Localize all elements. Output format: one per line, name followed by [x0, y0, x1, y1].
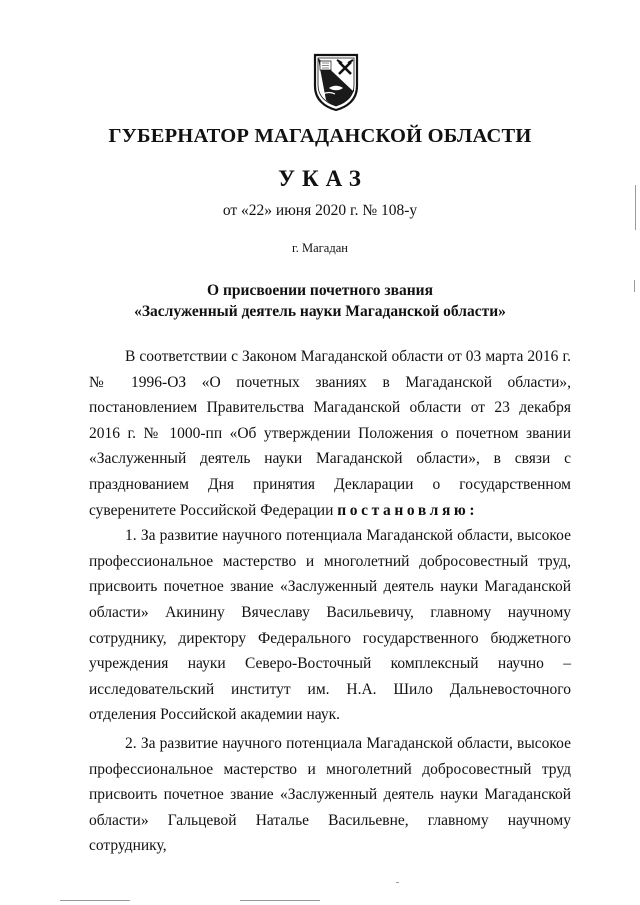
item-paragraph-1: 1. За развитие научного потенциала Магаданской области, высокое профессиональное мастерство и многолетний добросовестный труд, присвоить почетное звание «Заслуженный деятель науки Магаданской области» Акинину Вячеславу Васильевичу, главному научному сотруднику, директору Федерального государственного бюджетного учреждения науки Северо-Восточный комплексный научно – исследовательский институт им. Н.А. Шило Дальневосточного отделения Российской академии наук.: [89, 527, 571, 724]
coat-of-arms-icon: [311, 52, 361, 112]
scan-margin-mark: [634, 280, 635, 292]
place-of-issue: г. Магадан: [292, 241, 348, 255]
scan-dot-mark: [396, 882, 399, 883]
subject-line-2: «Заслуженный деятель науки Магаданской области»: [134, 303, 506, 320]
preamble-text: В соответствии с Законом Магаданской области от 03 марта 2016 г. № 1996-ОЗ «О почетных званиях в Магаданской области», постановлением Правительства Магаданской области от 23 декабря 2016 г. № 1000-пп «Об утверждении Положения о почетном звании «Заслуженный деятель науки Магаданской области», в связи с празднованием Дня принятия Декларации о государственном суверенитете Российской Федерации: [89, 348, 571, 519]
scan-margin-mark: [635, 185, 636, 230]
item-paragraph-2: 2. За развитие научного потенциала Магаданской области, высокое профессиональное мастерство и многолетний добросовестный труд присвоить почетное звание «Заслуженный деятель науки Магаданской области» Гальцевой Наталье Васильевне, главному научному сотруднику,: [89, 734, 571, 855]
preamble-paragraph: [89, 344, 571, 523]
subject-line-1: О присвоении почетного звания: [207, 282, 433, 299]
scan-edge-mark: [240, 900, 320, 901]
issuing-authority: ГУБЕРНАТОР МАГАДАНСКОЙ ОБЛАСТИ: [108, 125, 532, 147]
decree-subject: [0, 280, 640, 322]
decree-body: [89, 344, 571, 859]
document-type-title: УКАЗ: [278, 166, 368, 191]
decree-word: постановляю:: [337, 501, 479, 519]
scan-edge-mark: [60, 900, 130, 901]
decree-date-number: от «22» июня 2020 г. № 108-у: [222, 202, 418, 219]
